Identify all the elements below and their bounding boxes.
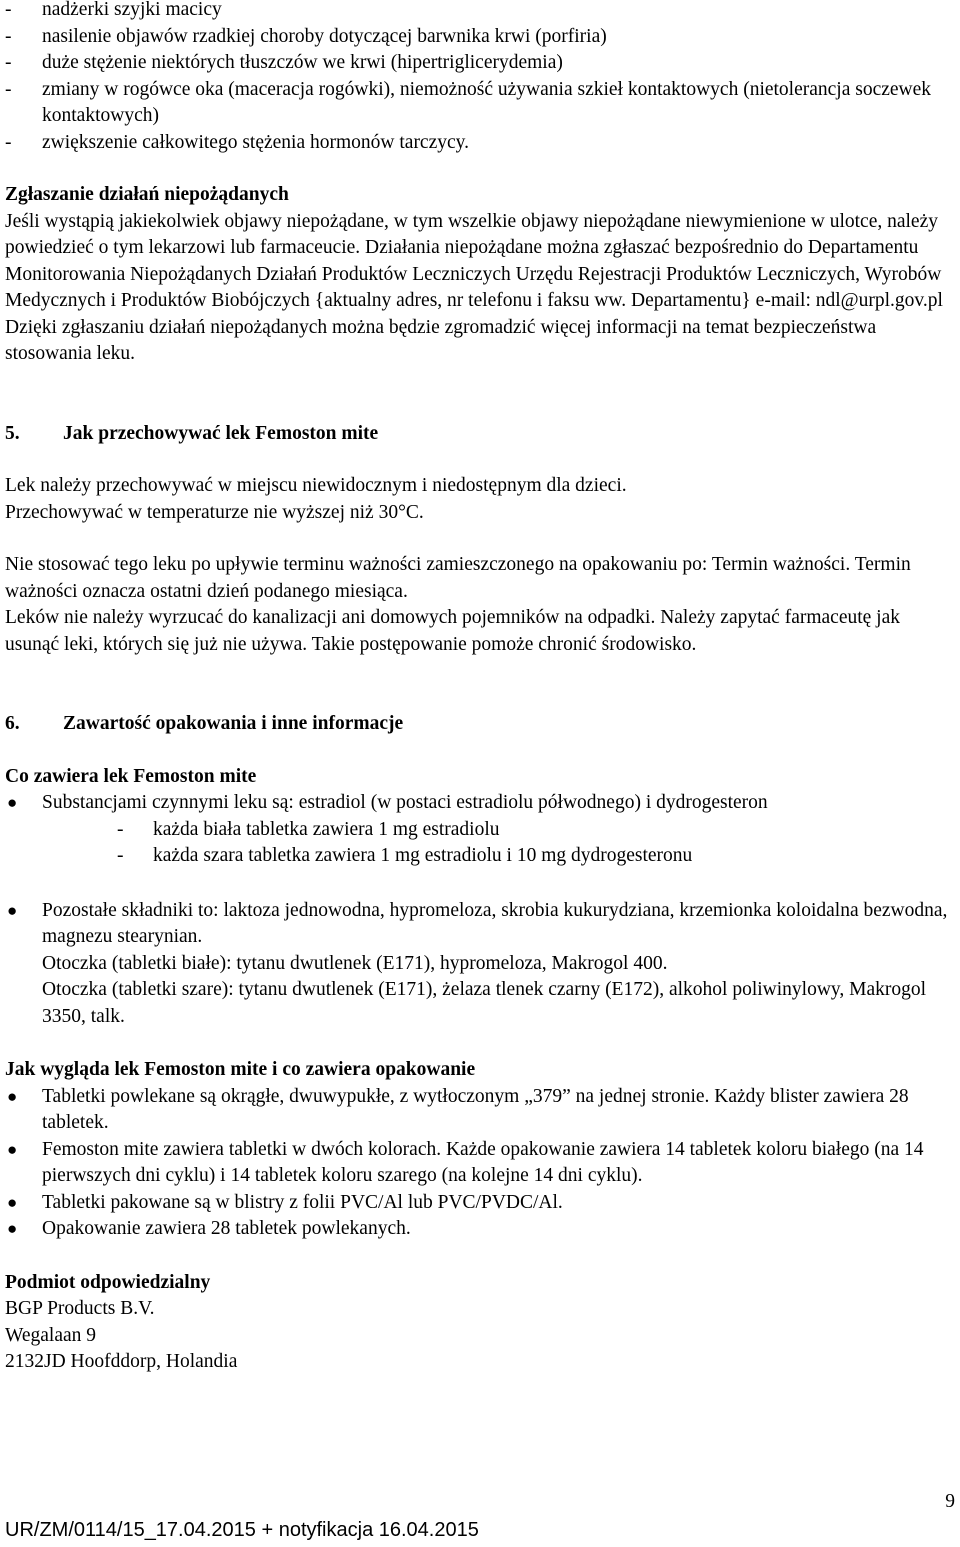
section-6-heading: 6. Zawartość opakowania i inne informacje — [5, 713, 404, 734]
page-number: 9 — [945, 1491, 955, 1512]
bullet-icon: ● — [7, 1219, 18, 1238]
coating-grey: Otoczka (tabletki szare): tytanu dwutlenek (E171), żelaza tlenek czarny (E172), alkohol poliwinylowy, Makrogol 3350, talk. — [42, 979, 927, 1027]
list-item: ● Substancjami czynnymi leku są: estradiol (w postaci estradiolu półwodnego) i dydrogesteron — [5, 790, 957, 817]
list-item: - każda biała tabletka zawiera 1 mg estradiolu — [117, 818, 500, 840]
reporting-heading: Zgłaszanie działań niepożądanych — [5, 184, 289, 205]
coating-white: Otoczka (tabletki białe): tytanu dwutlenek (E171), hypromeloza, Makrogol 400. — [42, 952, 668, 974]
bullet-icon: ● — [7, 900, 18, 920]
section-5-heading: 5. Jak przechowywać lek Femoston mite — [5, 422, 379, 444]
bullet-icon: ● — [7, 1086, 18, 1106]
holder-name: BGP Products B.V. — [5, 1298, 155, 1319]
list-item: - duże stężenie niektórych tłuszczów we krwi (hipertriglicerydemia) — [5, 52, 563, 73]
holder-street: Wegalaan 9 — [5, 1324, 97, 1346]
list-item: - nadżerki szyjki macicy — [5, 0, 222, 20]
intro-side-effects-list — [5, 0, 957, 156]
list-item: - zwiększenie całkowitego stężenia hormonów tarczycy. — [5, 131, 470, 153]
holder-heading: Podmiot odpowiedzialny — [5, 1271, 211, 1293]
reporting-closing: Dzięki zgłaszaniu działań niepożądanych można będzie zgromadzić więcej informacji na temat bezpieczeństwa stosowania leku. — [5, 316, 877, 364]
list-item: ● Femoston mite zawiera tabletki w dwóch kolorach. Każde opakowanie zawiera 14 tabletek koloru białego (na 14 pierwszych dni cyklu) i 14 tabletek koloru szarego (na kolejne 14 dni cyklu). — [7, 1138, 924, 1186]
other-ingredients: Pozostałe składniki to: laktoza jednowodna, hypromeloza, skrobia kukurydziana, krzemionka koloidalna bezwodna, magnezu stearynian. — [42, 899, 948, 947]
storage-children: Lek należy przechowywać w miejscu niewidocznym i niedostępnym dla dzieci. — [5, 475, 627, 496]
list-item: ● Opakowanie zawiera 28 tabletek powlekanych. — [5, 1216, 957, 1243]
list-item: ● Tabletki powlekane są okrągłe, dwuwypukłe, z wytłoczonym „379” na jednej stronie. Każdy blister zawiera 28 tabletek. — [7, 1085, 909, 1133]
document-footer: UR/ZM/0114/15_17.04.2015 + notyfikacja 16.04.2015 — [5, 1519, 479, 1541]
contains-heading: Co zawiera lek Femoston mite — [5, 765, 257, 787]
storage-temperature: Przechowywać w temperaturze nie wyższej niż 30°C. — [5, 501, 424, 523]
bullet-icon: ● — [7, 1139, 18, 1159]
expiry-note: Nie stosować tego leku po upływie terminu ważności zamieszczonego na opakowaniu po: Termin ważności. Termin ważności oznacza ostatni dzień podanego miesiąca. — [5, 554, 911, 602]
list-item: - każda szara tabletka zawiera 1 mg estradiolu i 10 mg dydrogesteronu — [117, 845, 693, 866]
list-item: - nasilenie objawów rzadkiej choroby dotyczącej barwnika krwi (porfiria) — [5, 25, 607, 47]
disposal-note: Leków nie należy wyrzucać do kanalizacji ani domowych pojemników na odpadki. Należy zapytać farmaceutę jak usunąć leki, których się już nie używa. Takie postępowanie pomoże chronić środowisko. — [5, 607, 900, 655]
list-item: ● Tabletki pakowane są w blistry z folii PVC/Al lub PVC/PVDC/Al. — [5, 1190, 957, 1217]
holder-city: 2132JD Hoofddorp, Holandia — [5, 1351, 238, 1372]
reporting-body: Jeśli wystąpią jakiekolwiek objawy niepożądane, w tym wszelkie objawy niepożądane niewymienione w ulotce, należy powiedzieć o tym lekarzowi lub farmaceucie. Działania niepożądane można zgłaszać bezpośrednio do Departamentu Monitorowania Niepożądanych Działań Produktów Leczniczych Urzędu Rejestracji Produktów Leczniczych, Wyrobów Medycznych i Produktów Biobójczych {aktualny adres, nr telefonu i faksu ww. Departamentu} e-mail: ndl@urpl.gov.pl — [5, 210, 943, 311]
list-item: - zmiany w rogówce oka (maceracja rogówki), niemożność używania szkieł kontaktowych (nietolerancja soczewek kontaktowych) — [5, 78, 932, 126]
bullet-icon: ● — [7, 793, 18, 812]
leaflet-page — [5, 0, 957, 1376]
appearance-heading: Jak wygląda lek Femoston mite i co zawiera opakowanie — [5, 1059, 476, 1080]
list-item — [5, 898, 957, 1031]
bullet-icon: ● — [7, 1192, 18, 1212]
